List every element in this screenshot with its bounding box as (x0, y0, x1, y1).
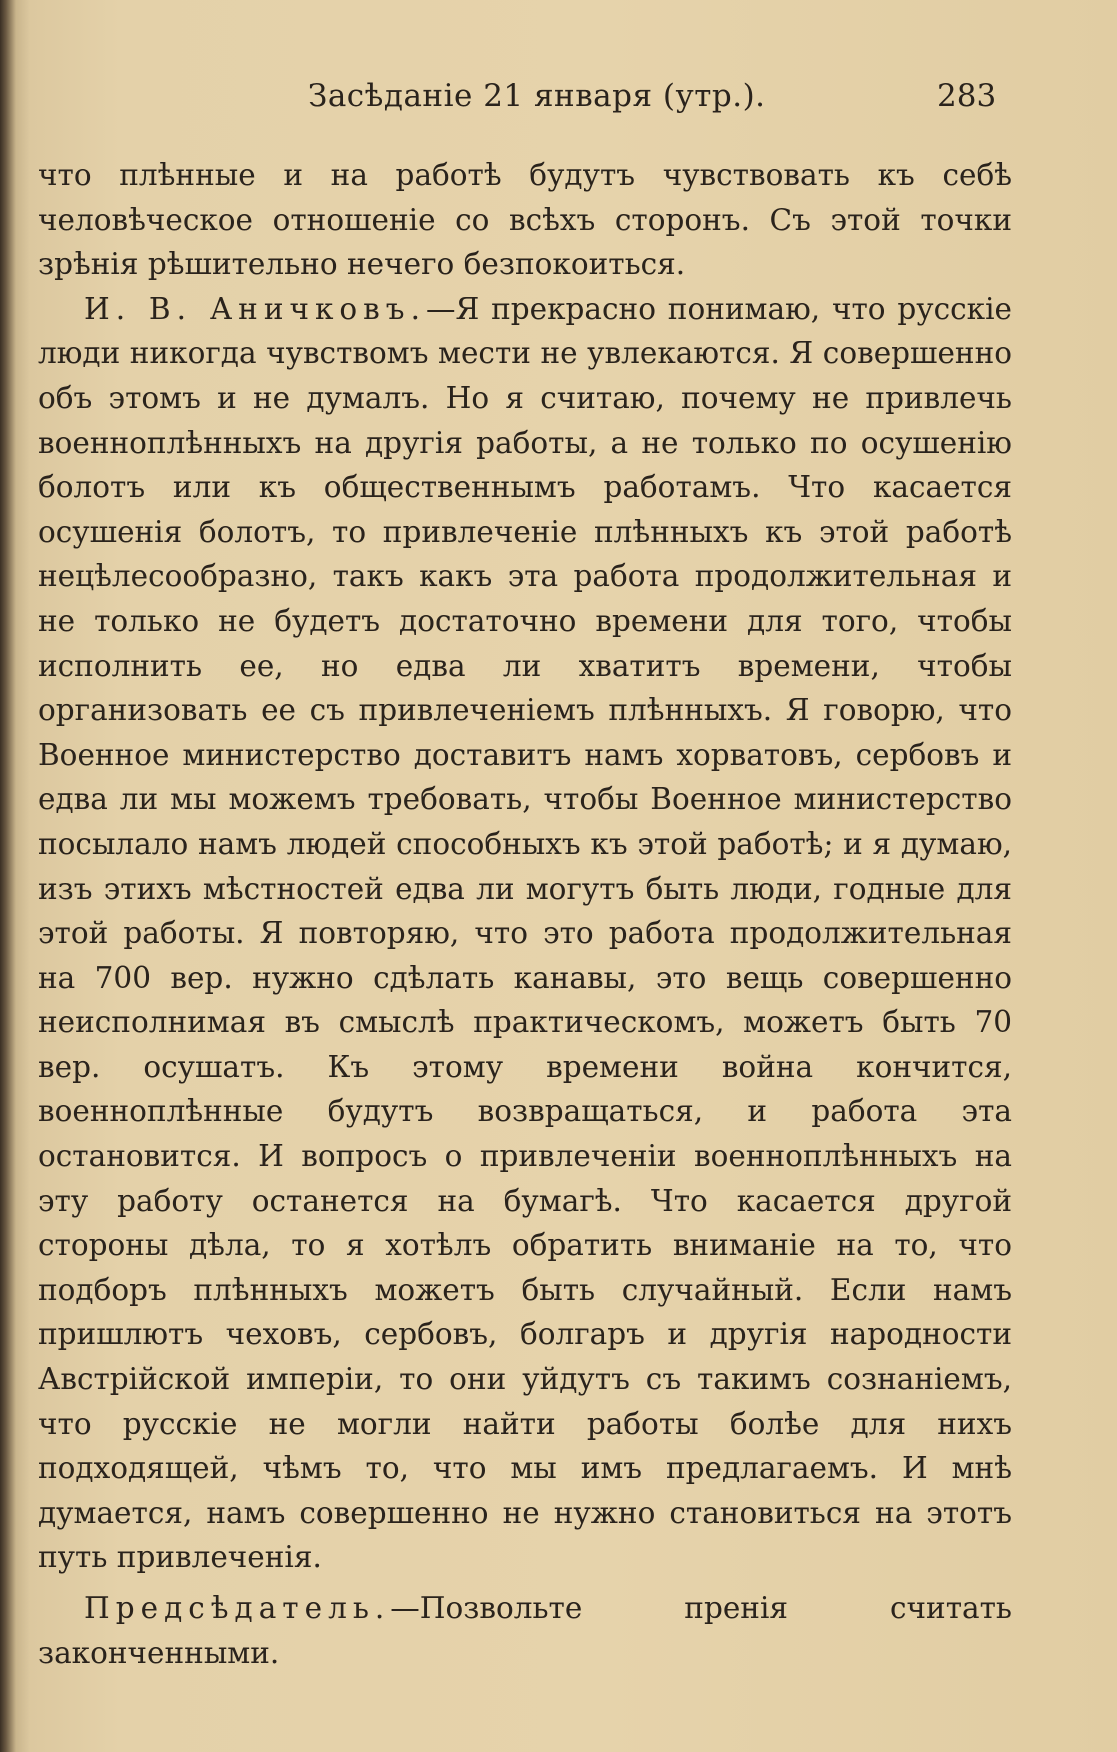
paragraph-chairman (38, 1586, 1012, 1675)
paragraph-anichkov (38, 287, 1012, 1580)
page-number: 283 (937, 78, 997, 114)
paragraph-continuation: что плѣнные и на работѣ будутъ чувствовать къ себѣ человѣческое отношеніе со всѣхъ сторонъ. Съ этой точки зрѣнія рѣшительно нечего безпокоиться. (38, 158, 1012, 282)
body-text (38, 153, 1012, 1675)
speaker-chairman: Предсѣдатель. (84, 1591, 391, 1625)
speaker-anichkov: И. В. Аничковъ. (84, 291, 426, 326)
speech-anichkov: —Я прекрасно понимаю, что русскіе люди никогда чувствомъ мести не увлекаются. Я совершенно объ этомъ и не думалъ. Но я считаю, почему не привлечь военноплѣнныхъ на другія работы, а не только по осушенію болотъ или къ общественнымъ работамъ. Что касается осушенія болотъ, то привлеченіе плѣнныхъ къ этой работѣ нецѣлесообразно, такъ какъ эта работа продолжительная и не только не будетъ достаточно времени для того, чтобы исполнить ее, но едва ли хватитъ времени, чтобы организовать ее съ привлеченіемъ плѣнныхъ. Я говорю, что Военное министерство доставитъ намъ хорватовъ, сербовъ и едва ли мы можемъ требовать, чтобы Военное министерство посылало намъ людей способныхъ къ этой работѣ; и я думаю, изъ этихъ мѣстностей едва ли могутъ быть люди, годные для этой работы. Я повторяю, что это работа продолжительная на 700 вер. нужно сдѣлать канавы, это вещь совершенно неисполнимая въ смыслѣ практическомъ, можетъ быть 70 вер. осушатъ. Къ этому времени война кончится, военноплѣнные будутъ возвращаться, и работа эта остановится. И вопросъ о привлеченіи военноплѣнныхъ на эту работу останется на бумагѣ. Что касается другой стороны дѣла, то я хотѣлъ обратить вниманіе на то, что подборъ плѣнныхъ можетъ быть случайный. Если намъ пришлютъ чеховъ, сербовъ, болгаръ и другія народности Австрійской имперіи, то они уйдутъ съ такимъ сознаніемъ, что русскіе не могли найти работы болѣе для нихъ подходящей, чѣмъ то, что мы имъ предлагаемъ. И мнѣ думается, намъ совершенно не нужно становиться на этотъ путь привлеченія. (38, 291, 1012, 1575)
running-header (0, 78, 1117, 126)
speech-chairman: —Позвольте пренія считать законченными. (38, 1591, 1012, 1670)
header-title: Засѣданіе 21 января (утр.). (308, 78, 766, 114)
